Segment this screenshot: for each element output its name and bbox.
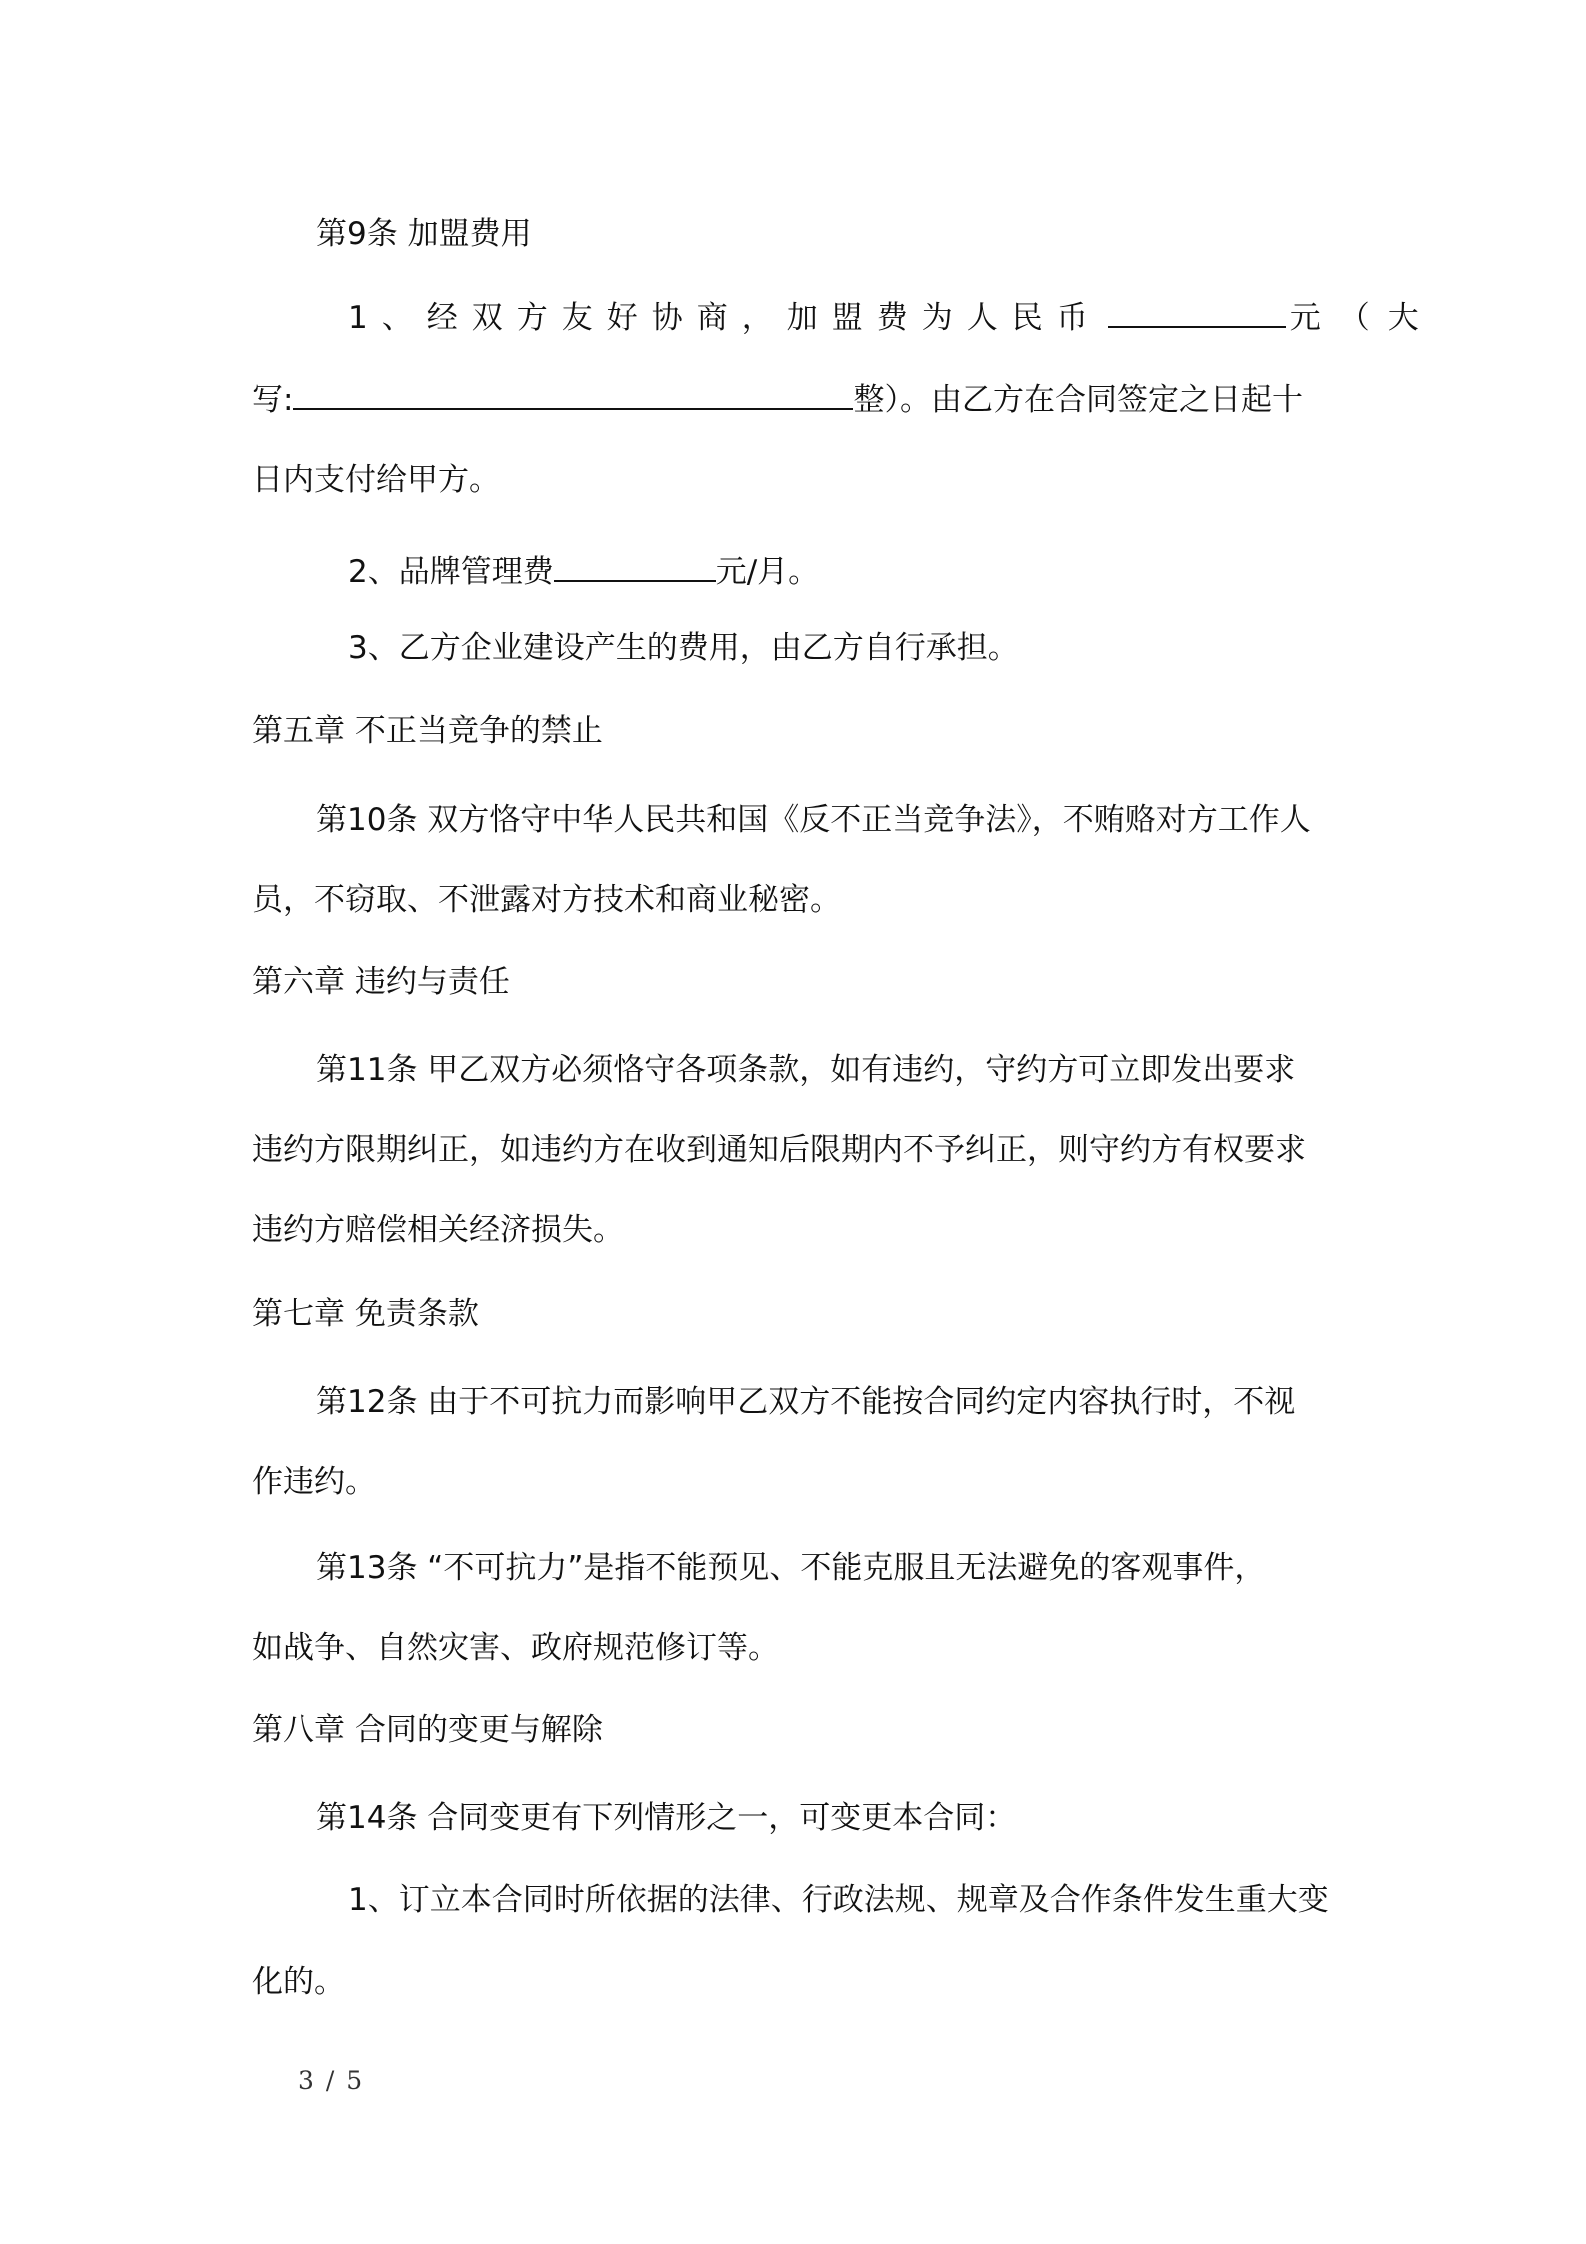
article-13-line-1: 第13条 “不可抗力”是指不能预见、不能克服且无法避免的客观事件，	[316, 1550, 1266, 1586]
article-9-item-1-line-2	[252, 378, 1352, 420]
fee-uppercase-blank	[293, 378, 853, 410]
article-11-line-2: 违约方限期纠正，如违约方在收到通知后限期内不予纠正，则守约方有权要求	[252, 1132, 1306, 1168]
article-12-line-1: 第12条 由于不可抗力而影响甲乙双方不能按合同约定内容执行时，不视	[316, 1384, 1296, 1420]
chapter-5-heading: 第五章 不正当竞争的禁止	[252, 713, 603, 749]
article-11-line-1: 第11条 甲乙双方必须恪守各项条款，如有违约，守约方可立即发出要求	[316, 1052, 1296, 1088]
article-9-item-1-line-1	[252, 296, 1437, 338]
chapter-6-heading: 第六章 违约与责任	[252, 964, 510, 1000]
article-14-item-1-line-1: 1、订立本合同时所依据的法律、行政法规、规章及合作条件发生重大变	[348, 1882, 1329, 1918]
article-12-line-2: 作违约。	[252, 1464, 376, 1500]
article-9-item-2-label: 2、品牌管理费	[348, 554, 554, 590]
article-9-item-1-daxie: 写:	[252, 382, 294, 418]
page-number: 3 / 5	[298, 2066, 365, 2095]
chapter-8-heading: 第八章 合同的变更与解除	[252, 1712, 603, 1748]
article-9-item-2-unit: 元/月。	[715, 554, 820, 590]
article-9-item-1-suffix: 整）。由乙方在合同签定之日起十	[853, 382, 1303, 418]
article-14-line-1: 第14条 合同变更有下列情形之一，可变更本合同：	[316, 1800, 1017, 1836]
fee-amount-blank	[1108, 296, 1286, 328]
article-10-line-2: 员，不窃取、不泄露对方技术和商业秘密。	[252, 882, 841, 918]
article-11-line-3: 违约方赔偿相关经济损失。	[252, 1212, 624, 1248]
article-9-item-3: 3、乙方企业建设产生的费用，由乙方自行承担。	[348, 630, 1019, 666]
article-9-item-1-unit: 元（大	[1289, 300, 1437, 336]
article-9-item-1-text: 1、经双方友好协商，加盟费为人民币	[348, 300, 1102, 336]
article-10-line-1: 第10条 双方恪守中华人民共和国《反不正当竞争法》，不贿赂对方工作人	[316, 802, 1311, 838]
article-13-line-2: 如战争、自然灾害、政府规范修订等。	[252, 1630, 779, 1666]
chapter-7-heading: 第七章 免责条款	[252, 1296, 479, 1332]
article-9-heading: 第9条 加盟费用	[316, 216, 532, 252]
brand-fee-blank	[554, 550, 716, 582]
article-9-item-1-line-3: 日内支付给甲方。	[252, 462, 500, 498]
article-9-item-2	[252, 550, 1448, 592]
article-14-item-1-line-2: 化的。	[252, 1964, 345, 2000]
